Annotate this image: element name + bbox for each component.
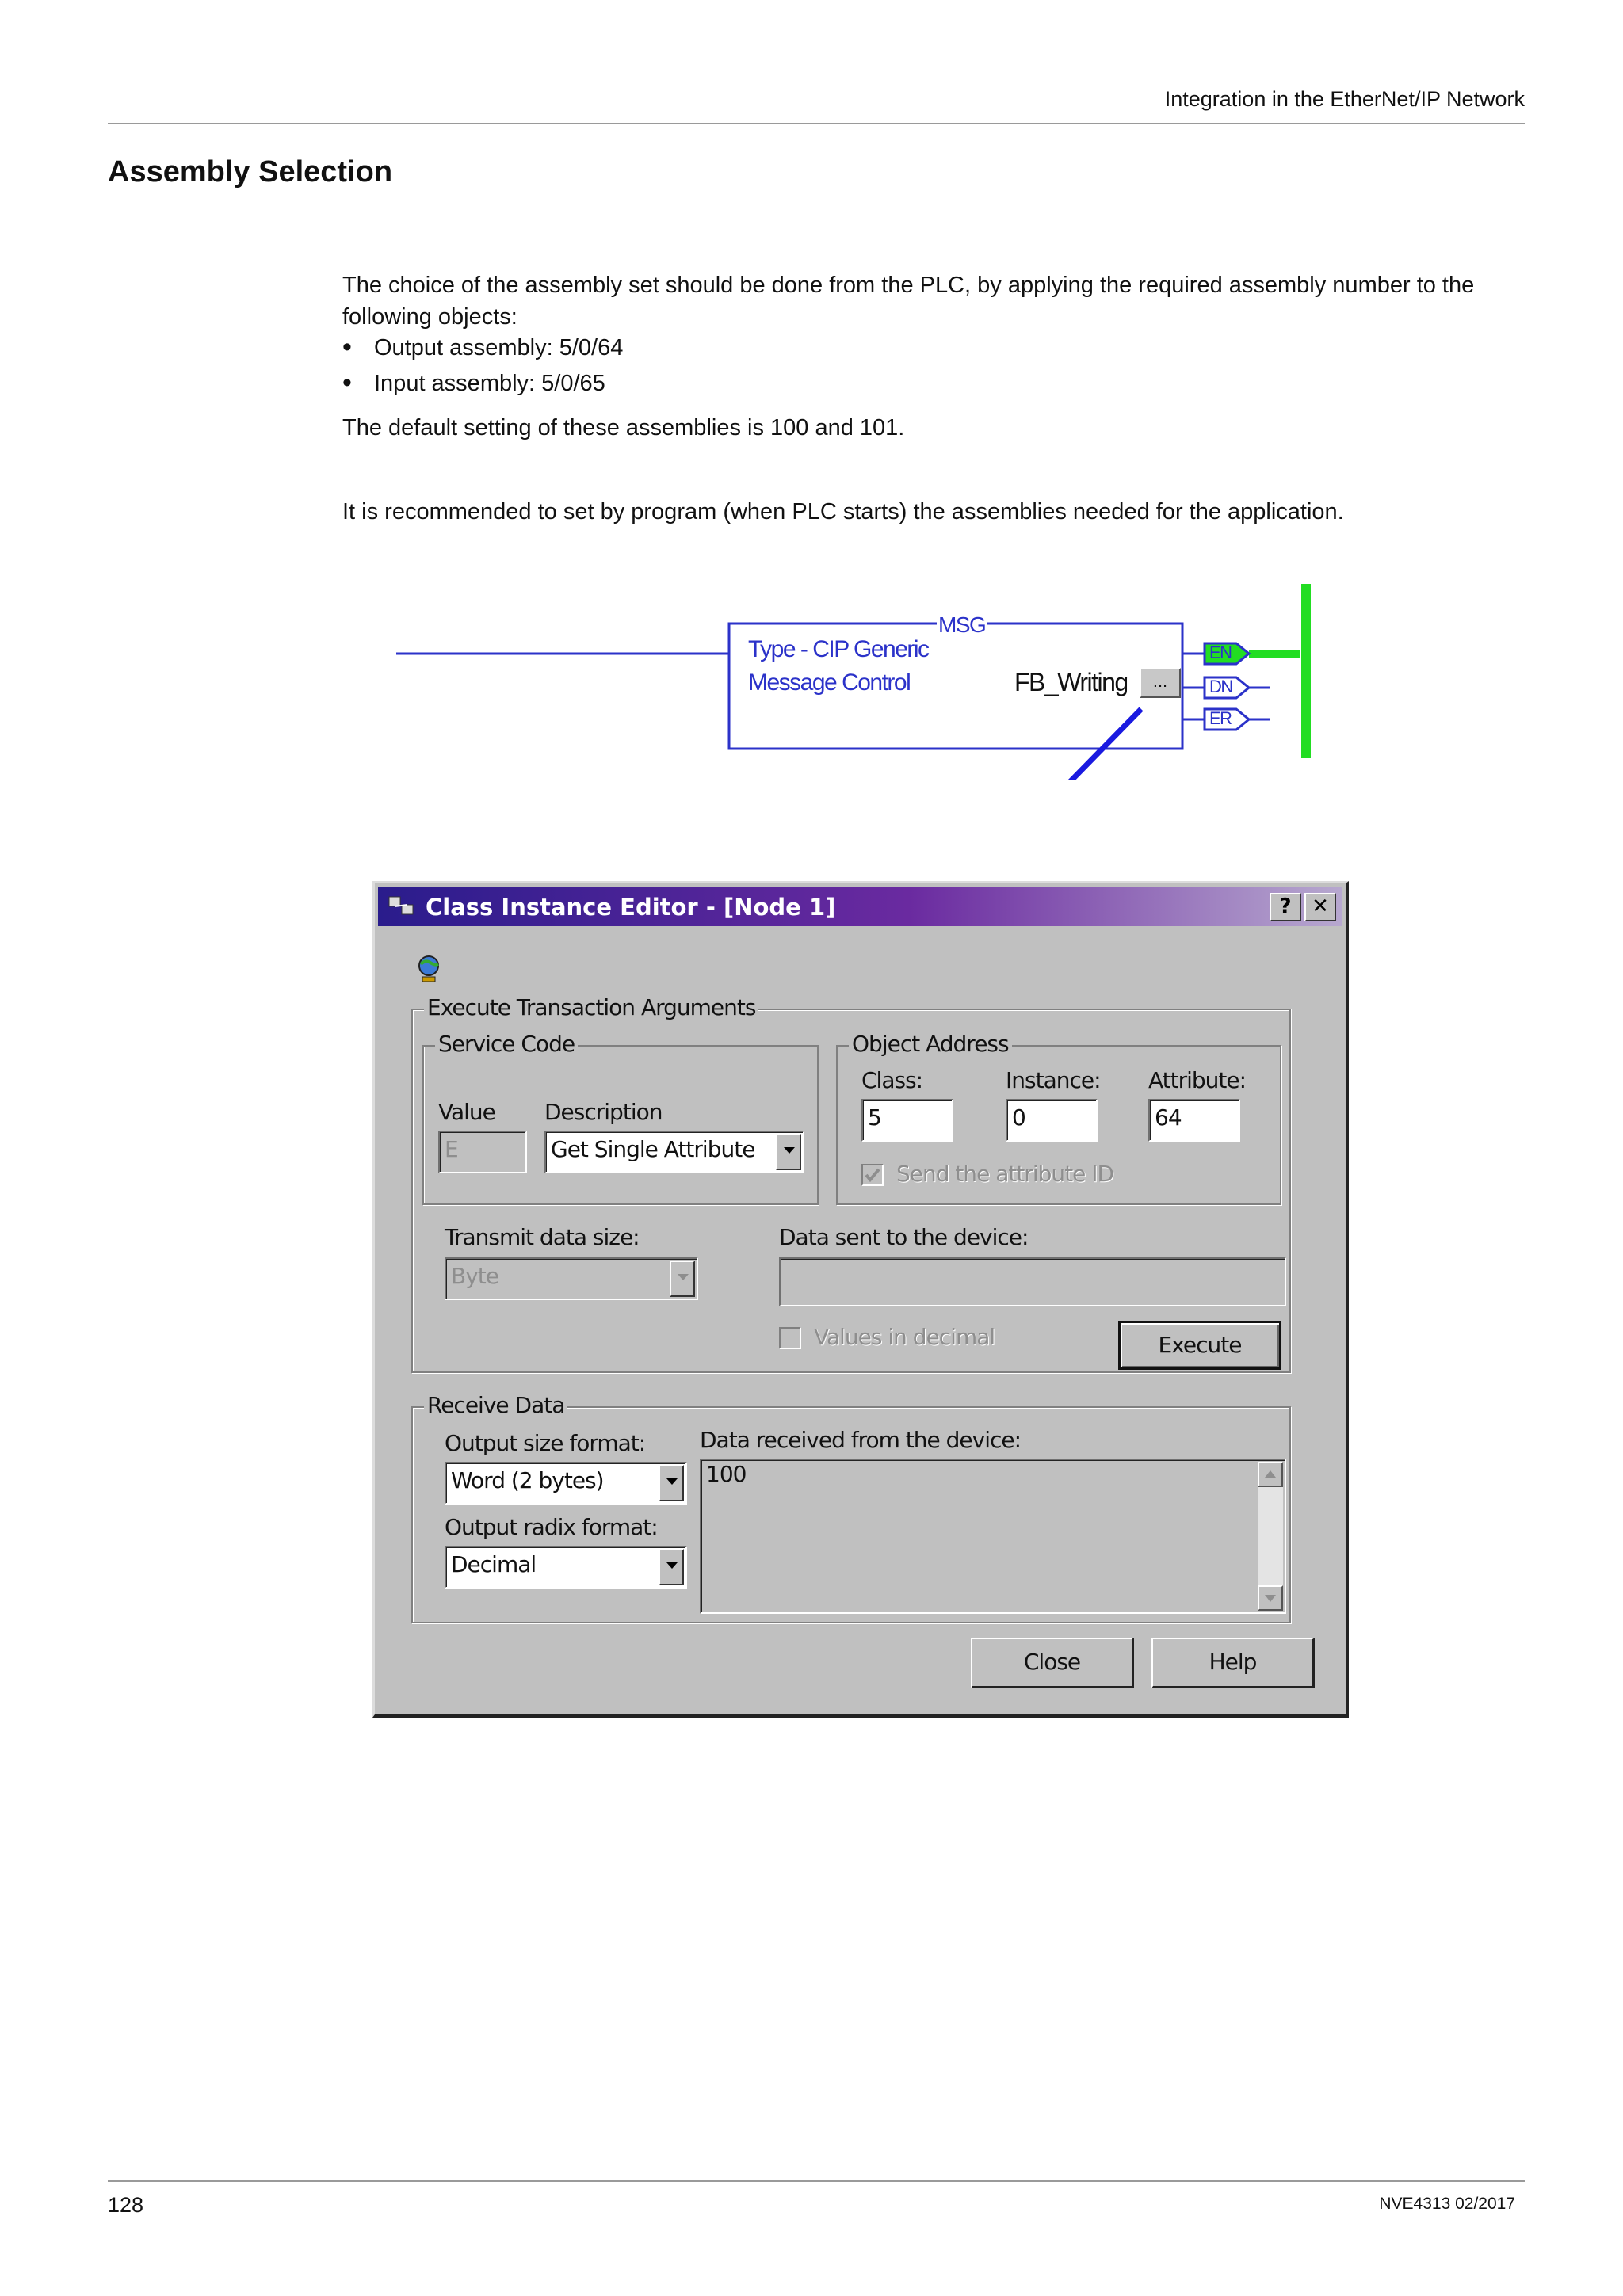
instance-input[interactable]: 0: [1006, 1099, 1098, 1142]
chevron-down-icon[interactable]: [659, 1465, 684, 1501]
send-attribute-checkbox: [861, 1164, 884, 1186]
output-size-select[interactable]: Word (2 bytes): [445, 1462, 687, 1505]
msg-block-name: MSG: [938, 612, 986, 637]
close-button[interactable]: Close: [971, 1638, 1134, 1688]
network-globe-icon: [414, 953, 443, 985]
output-radix-select[interactable]: Decimal: [445, 1546, 687, 1589]
receive-data-group: Receive Data Output size format: Word (2 bytes) Output radix format: Decimal Data received from the device: 100: [411, 1406, 1291, 1623]
msg-tag-name: FB_Writing: [1014, 668, 1128, 696]
help-title-button[interactable]: ?: [1270, 893, 1301, 921]
attribute-input[interactable]: 64: [1148, 1099, 1240, 1142]
bullet-icon: •: [342, 368, 352, 398]
chevron-down-icon[interactable]: [776, 1134, 801, 1170]
header-rule: [108, 123, 1525, 124]
help-button[interactable]: Help: [1151, 1638, 1315, 1688]
attribute-label: Attribute:: [1148, 1067, 1247, 1093]
class-label: Class:: [861, 1067, 923, 1093]
dialog-title-bar[interactable]: [378, 887, 1342, 926]
output-er-label: ER: [1209, 708, 1232, 728]
scroll-down-icon[interactable]: [1258, 1585, 1283, 1611]
service-code-group: Service Code Value E Description Get Single Attribute: [422, 1045, 819, 1205]
output-size-label: Output size format:: [445, 1430, 646, 1456]
instance-label: Instance:: [1006, 1067, 1101, 1093]
execute-button[interactable]: Execute: [1118, 1321, 1281, 1370]
data-sent-field: [779, 1257, 1286, 1306]
values-decimal-checkbox: [779, 1327, 801, 1349]
transmit-size-label: Transmit data size:: [445, 1224, 640, 1250]
msg-type-line: Type - CIP Generic: [748, 636, 929, 662]
recommendation-paragraph: It is recommended to set by program (when PLC starts) the assemblies needed for the application.: [342, 499, 1344, 524]
data-received-field: 100: [700, 1459, 1286, 1614]
data-received-label: Data received from the device:: [700, 1427, 1022, 1453]
ladder-rung: [388, 574, 1339, 780]
value-label: Value: [438, 1099, 495, 1125]
msg-control-line: Message Control: [748, 669, 911, 696]
dialog-title: Class Instance Editor - [Node 1]: [426, 894, 836, 921]
transmit-size-select: Byte: [445, 1257, 698, 1300]
output-dn-label: DN: [1209, 677, 1232, 696]
output-en-label: EN: [1209, 643, 1232, 662]
output-radix-label: Output radix format:: [445, 1514, 658, 1540]
scroll-up-icon[interactable]: [1258, 1462, 1283, 1487]
running-header: Integration in the EtherNet/IP Network: [1164, 87, 1525, 111]
intro-paragraph: The choice of the assembly set should be done from the PLC, by applying the required assembly number to the following objects:: [342, 273, 1475, 330]
chevron-down-icon[interactable]: [659, 1549, 684, 1585]
execute-transaction-group: Execute Transaction Arguments Service Code Value E Description Get Single Attribute Object Address Class: 5 Instance: 0 Attribute: 64 Send the attribute ID Transmit data size: Byte Data sent to the device: Values in decimal Execute: [411, 1009, 1291, 1373]
bullet-icon: •: [342, 332, 352, 362]
service-value-field: E: [438, 1131, 527, 1173]
browse-button[interactable]: ...: [1140, 668, 1181, 698]
received-scrollbar[interactable]: [1258, 1462, 1283, 1611]
object-address-group: Object Address Class: 5 Instance: 0 Attribute: 64 Send the attribute ID: [836, 1045, 1281, 1205]
class-input[interactable]: 5: [861, 1099, 953, 1142]
chevron-down-icon: [670, 1261, 695, 1297]
values-decimal-label: Values in decimal: [814, 1324, 995, 1350]
service-description-select[interactable]: Get Single Attribute: [544, 1131, 804, 1173]
footer-rule: [108, 2180, 1525, 2182]
close-title-button[interactable]: ✕: [1304, 893, 1336, 921]
default-note: The default setting of these assemblies is 100 and 101.: [342, 415, 905, 441]
section-heading: Assembly Selection: [108, 155, 393, 189]
doc-reference: NVE4313 02/2017: [1379, 2195, 1515, 2213]
app-icon: [388, 894, 416, 919]
checkmark-icon: [863, 1165, 882, 1184]
description-label: Description: [544, 1099, 663, 1125]
class-instance-editor-dialog: [372, 881, 1349, 1718]
page-number: 128: [108, 2193, 144, 2217]
send-attribute-label: Send the attribute ID: [896, 1161, 1114, 1187]
data-sent-label: Data sent to the device:: [779, 1224, 1029, 1250]
